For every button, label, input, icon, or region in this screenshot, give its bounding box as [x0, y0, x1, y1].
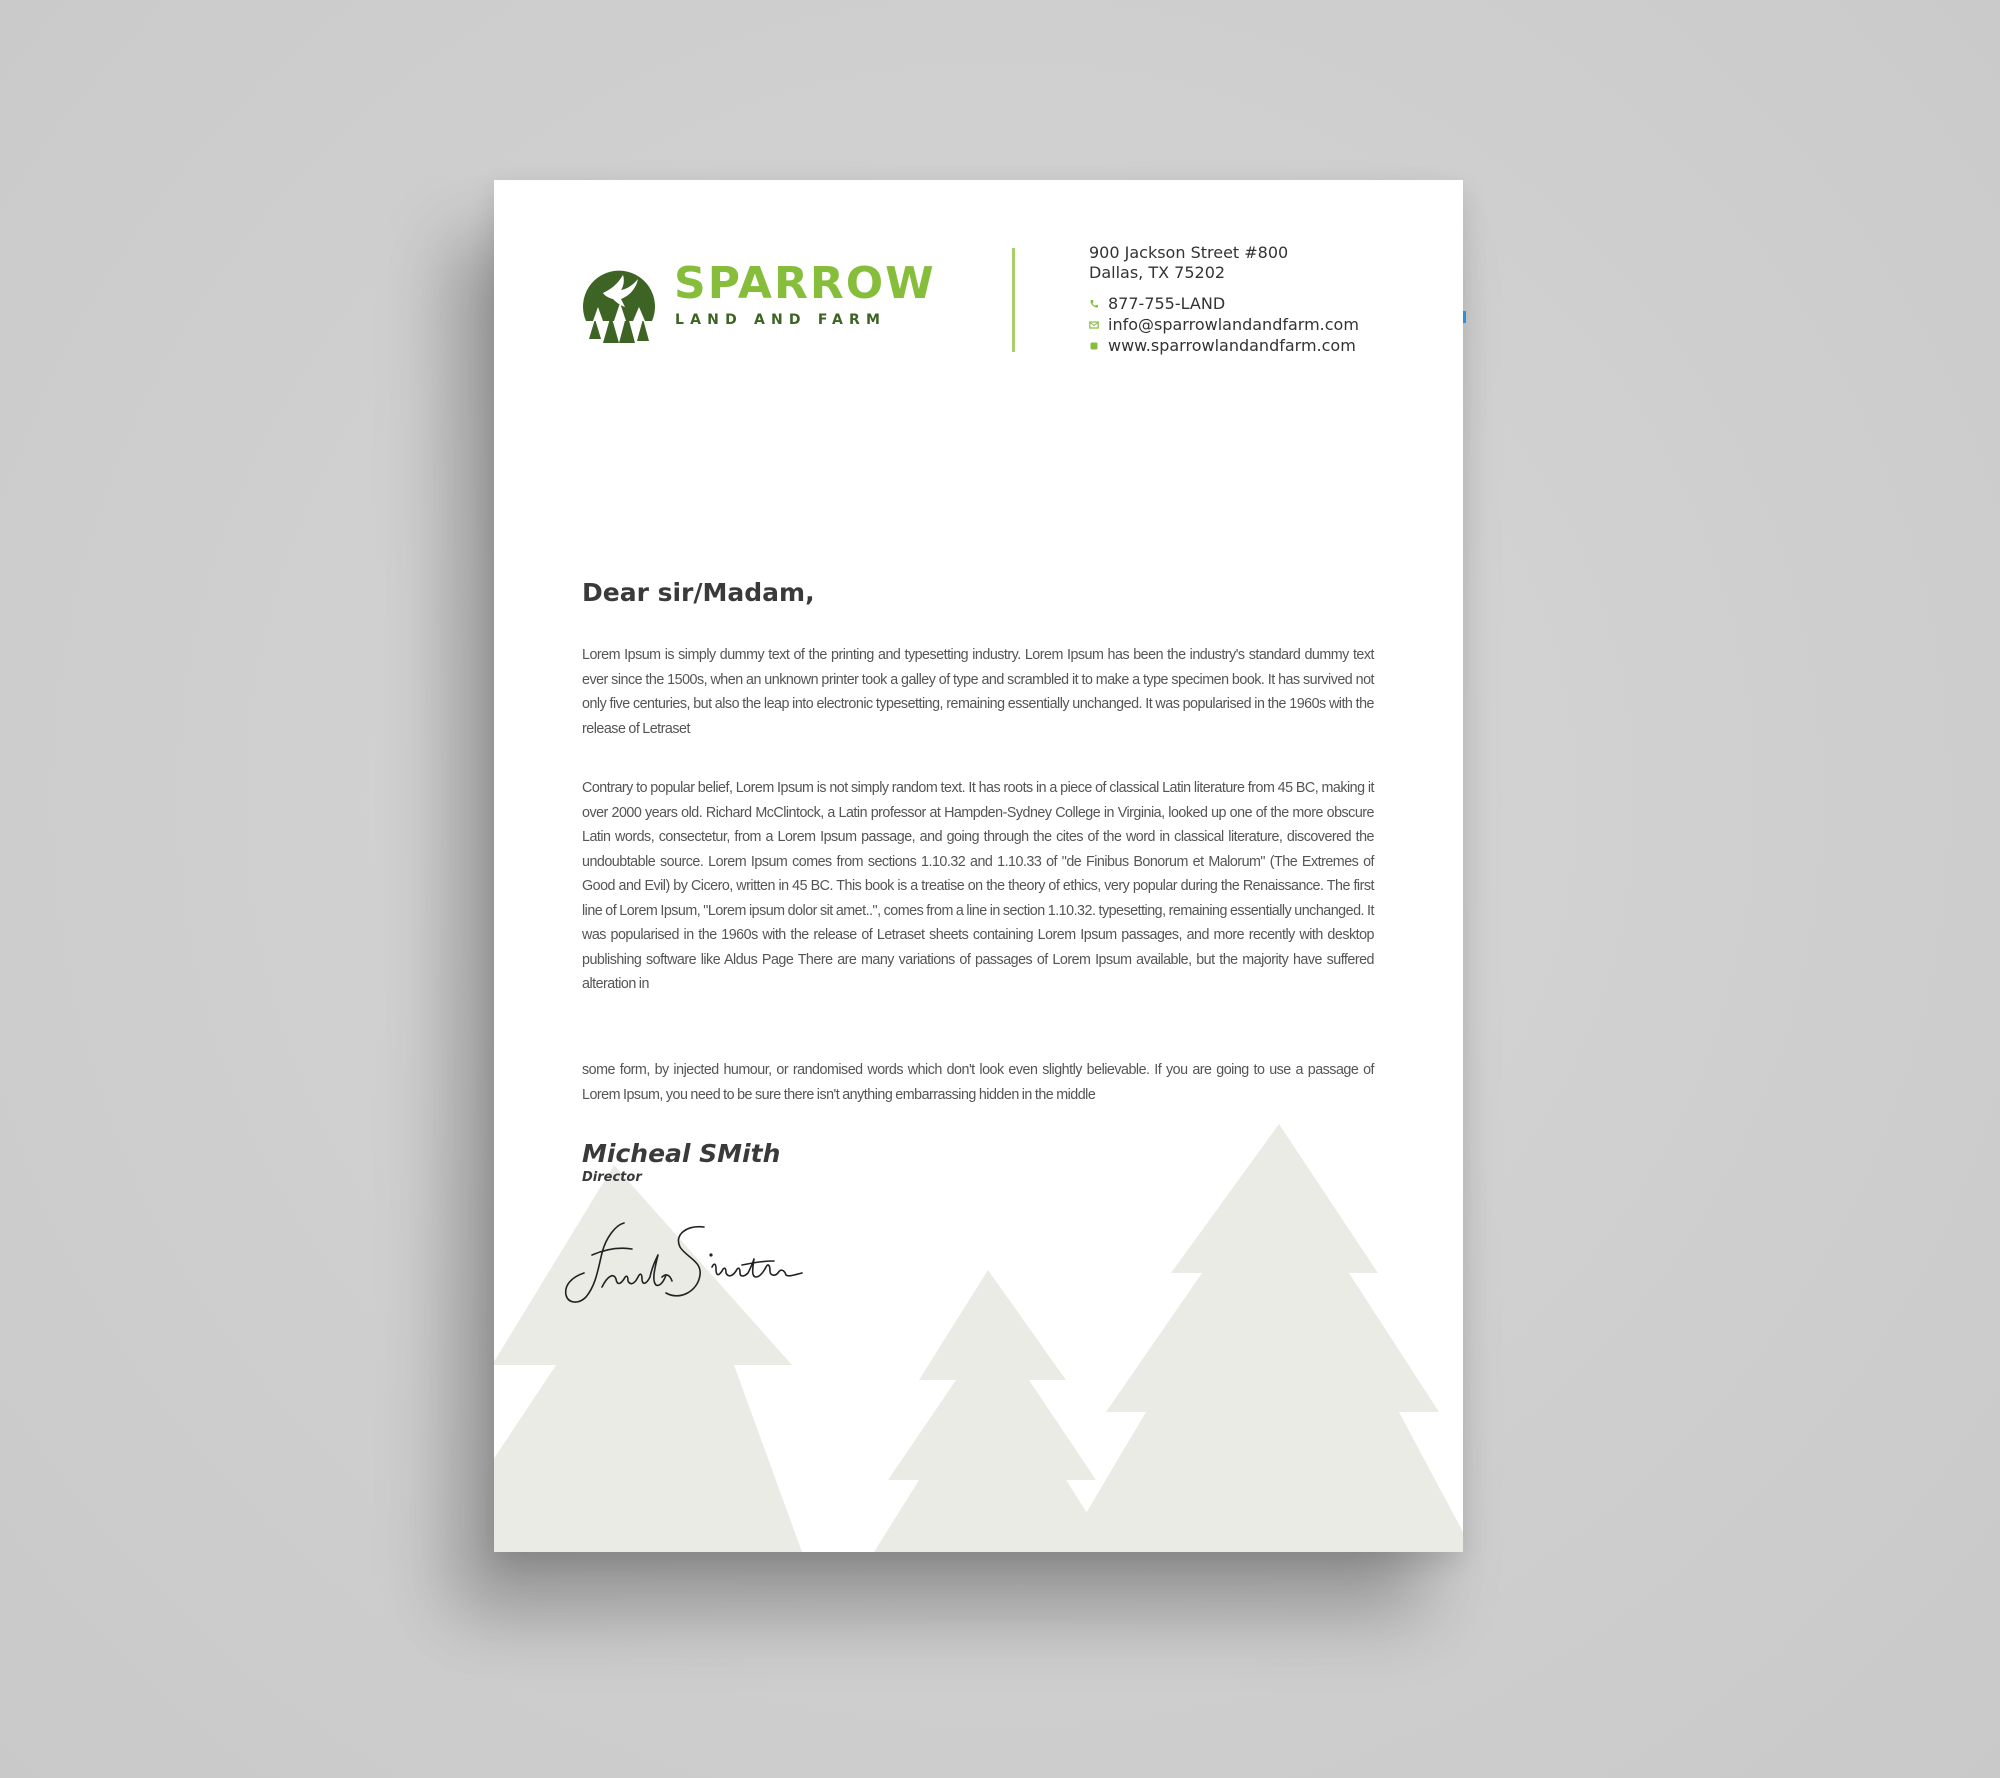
phone-icon [1089, 299, 1099, 309]
brand-tagline: LAND AND FARM [675, 312, 887, 328]
brand-name: SPARROW [674, 258, 936, 309]
phone-number: 877-755-LAND [1108, 294, 1226, 313]
sparrow-logo-icon [581, 263, 657, 343]
edge-mark [1463, 311, 1466, 323]
phone-row [1089, 293, 1419, 314]
address-line-2: Dallas, TX 75202 [1089, 263, 1226, 282]
body-paragraph-1: Lorem Ipsum is simply dummy text of the printing and typesetting industry. Lorem Ipsum has been the industry's standard dummy text ever since the 1500s, when an unknown printer took a galley of type and scrambled it to make a type specimen book. It has survived not only five centuries, but also the leap into electronic typesetting, remaining essentially unchanged. It was popularised in the 1960s with the release of Letraset [582, 647, 1374, 737]
email-row [1089, 314, 1419, 335]
signer-title: Director [582, 1170, 642, 1185]
pine-tree-right [1063, 1124, 1463, 1552]
address-line-1: 900 Jackson Street #800 [1089, 243, 1289, 262]
email-address: info@sparrowlandandfarm.com [1108, 315, 1359, 334]
body-paragraph-3: some form, by injected humour, or randomised words which don't look even slightly believable. If you are going to use a passage of Lorem Ipsum, you need to be sure there isn't anything embarrassing hidden in the middle [582, 1062, 1374, 1103]
letterhead-sheet [494, 180, 1463, 1552]
body-paragraph-2: Contrary to popular belief, Lorem Ipsum is not simply random text. It has roots in a piece of classical Latin literature from 45 BC, making it over 2000 years old. Richard McClintock, a Latin professor at Hampden-Sydney College in Virginia, looked up one of the more obscure Latin words, consectetur, from a Lorem Ipsum passage, and going through the cites of the word in classical literature, discovered the undoubtable source. Lorem Ipsum comes from sections 1.10.32 and 1.10.33 of "de Finibus Bonorum et Malorum" (The Extremes of Good and Evil) by Cicero, written in 45 BC. This book is a treatise on the theory of ethics, very popular during the Renaissance. The first line of Lorem Ipsum, "Lorem ipsum dolor sit amet..", comes from a line in section 1.10.32. typesetting, remaining essentially unchanged. It was popularised in the 1960s with the release of Letraset sheets containing Lorem Ipsum passages, and more recently with desktop publishing software like Aldus Page There are many variations of passages of Lorem Ipsum available, but the majority have suffered alteration in [582, 780, 1374, 992]
globe-icon [1089, 341, 1099, 351]
header-divider [1012, 248, 1015, 352]
signer-name: Micheal SMith [582, 1139, 781, 1168]
contact-block [1089, 243, 1419, 356]
signature-icon [562, 1215, 824, 1315]
salutation: Dear sir/Madam, [582, 578, 815, 607]
envelope-icon [1089, 320, 1099, 330]
pine-tree-middle [874, 1270, 1112, 1552]
website-row [1089, 335, 1419, 356]
website-url: www.sparrowlandandfarm.com [1108, 336, 1356, 355]
